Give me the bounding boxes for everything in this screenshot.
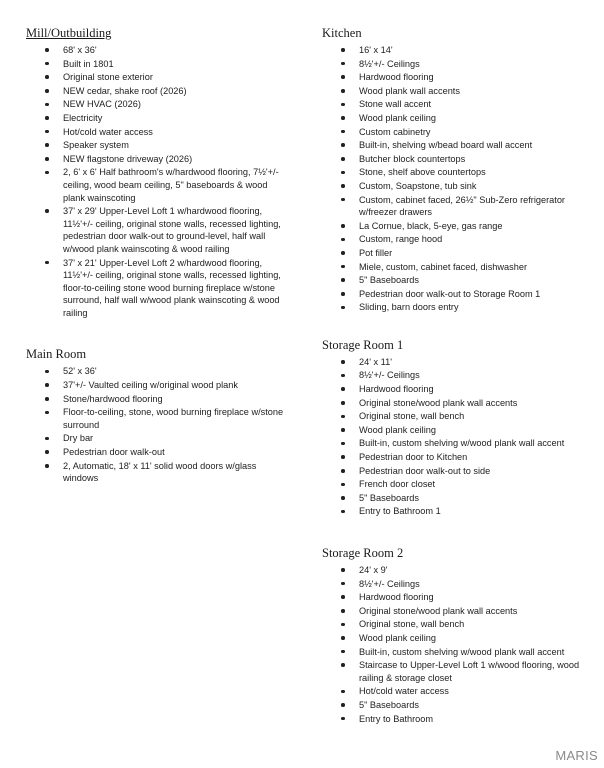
list-item: 37' x 29' Upper-Level Loft 1 w/hardwood flooring, 11½'+/- ceiling, original stone walls, recessed lighting, pedestrian door walk-out to ground-level, half wall w/wood plank wainscoting & wood railing: [63, 205, 288, 255]
list-item: 37'+/- Vaulted ceiling w/original wood plank: [63, 379, 288, 392]
list-item: Custom, Soapstone, tub sink: [359, 180, 584, 193]
section-main-room: [26, 347, 288, 484]
list-item: Stone, shelf above countertops: [359, 166, 584, 179]
list-item: Pedestrian door walk-out: [63, 446, 288, 459]
list-item: 8½'+/- Ceilings: [359, 58, 584, 71]
left-column: [26, 26, 288, 509]
feature-list-main-room: [26, 365, 288, 484]
feature-list-mill: [26, 44, 288, 319]
list-item: 5" Baseboards: [359, 699, 584, 712]
list-item: 37' x 21' Upper-Level Loft 2 w/hardwood flooring, 11½'+/- ceiling, original stone walls, recessed lighting, floor-to-ceiling stone wood burning fireplace w/stone surround, half wall w/wood plank wainscoting & wood railing: [63, 257, 288, 320]
list-item: Pedestrian door walk-out to side: [359, 465, 584, 478]
list-item: 68' x 36': [63, 44, 288, 57]
list-item: 5" Baseboards: [359, 492, 584, 505]
list-item: Custom, range hood: [359, 233, 584, 246]
section-title-main-room: Main Room: [26, 347, 87, 362]
list-item: NEW flagstone driveway (2026): [63, 153, 288, 166]
list-item: Custom, cabinet faced, 26½" Sub-Zero refrigerator w/freezer drawers: [359, 194, 584, 219]
list-item: Dry bar: [63, 432, 288, 445]
list-item: Hardwood flooring: [359, 591, 584, 604]
maris-watermark: MARIS: [555, 748, 598, 763]
list-item: Stone wall accent: [359, 98, 584, 111]
feature-list-storage-room-1: [322, 356, 584, 518]
list-item: Original stone/wood plank wall accents: [359, 397, 584, 410]
list-item: 24' x 11': [359, 356, 584, 369]
list-item: Built-in, custom shelving w/wood plank wall accent: [359, 646, 584, 659]
list-item: 2, 6' x 6' Half bathroom's w/hardwood flooring, 7½'+/- ceiling, wood beam ceiling, 5" baseboards & wood plank wainscoting: [63, 166, 288, 204]
list-item: Wood plank ceiling: [359, 632, 584, 645]
list-item: Built-in, shelving w/bead board wall accent: [359, 139, 584, 152]
list-item: NEW cedar, shake roof (2026): [63, 85, 288, 98]
list-item: La Cornue, black, 5-eye, gas range: [359, 220, 584, 233]
list-item: Pedestrian door to Kitchen: [359, 451, 584, 464]
list-item: Built in 1801: [63, 58, 288, 71]
list-item: Wood plank ceiling: [359, 112, 584, 125]
list-item: Original stone, wall bench: [359, 410, 584, 423]
list-item: 8½'+/- Ceilings: [359, 369, 584, 382]
section-title-mill-outbuilding: Mill/Outbuilding: [26, 26, 112, 40]
list-item: Original stone exterior: [63, 71, 288, 84]
list-item: Pot filler: [359, 247, 584, 260]
list-item: 24' x 9': [359, 564, 584, 577]
section-storage-room-1: [322, 338, 584, 518]
list-item: Floor-to-ceiling, stone, wood burning fireplace w/stone surround: [63, 406, 288, 431]
list-item: Original stone/wood plank wall accents: [359, 605, 584, 618]
right-column: [322, 26, 584, 749]
list-item: Hot/cold water access: [63, 126, 288, 139]
section-mill-outbuilding: [26, 26, 288, 319]
list-item: Sliding, barn doors entry: [359, 301, 584, 314]
section-title-kitchen: Kitchen: [322, 26, 362, 40]
section-title-storage-room-1: Storage Room 1: [322, 337, 404, 352]
list-item: Electricity: [63, 112, 288, 125]
list-item: 52' x 36': [63, 365, 288, 378]
section-kitchen: [322, 26, 584, 314]
list-item: Staircase to Upper-Level Loft 1 w/wood flooring, wood railing & storage closet: [359, 659, 584, 684]
list-item: Custom cabinetry: [359, 126, 584, 139]
list-item: Stone/hardwood flooring: [63, 393, 288, 406]
section-title-storage-room-2: Storage Room 2: [322, 546, 404, 560]
list-item: 16' x 14': [359, 44, 584, 57]
list-item: Butcher block countertops: [359, 153, 584, 166]
feature-list-storage-room-2: [322, 564, 584, 725]
list-item: Original stone, wall bench: [359, 618, 584, 631]
list-item: Wood plank ceiling: [359, 424, 584, 437]
list-item: 8½'+/- Ceilings: [359, 578, 584, 591]
feature-list-kitchen: [322, 44, 584, 314]
list-item: 5" Baseboards: [359, 274, 584, 287]
list-item: Wood plank wall accents: [359, 85, 584, 98]
list-item: Speaker system: [63, 139, 288, 152]
list-item: Miele, custom, cabinet faced, dishwasher: [359, 261, 584, 274]
list-item: Entry to Bathroom: [359, 713, 584, 726]
list-item: Entry to Bathroom 1: [359, 505, 584, 518]
list-item: Hardwood flooring: [359, 383, 584, 396]
list-item: 2, Automatic, 18' x 11' solid wood doors w/glass windows: [63, 460, 288, 485]
list-item: Built-in, custom shelving w/wood plank wall accent: [359, 437, 584, 450]
list-item: French door closet: [359, 478, 584, 491]
section-storage-room-2: [322, 546, 584, 725]
list-item: Pedestrian door walk-out to Storage Room 1: [359, 288, 584, 301]
list-item: Hardwood flooring: [359, 71, 584, 84]
list-item: NEW HVAC (2026): [63, 98, 288, 111]
list-item: Hot/cold water access: [359, 685, 584, 698]
